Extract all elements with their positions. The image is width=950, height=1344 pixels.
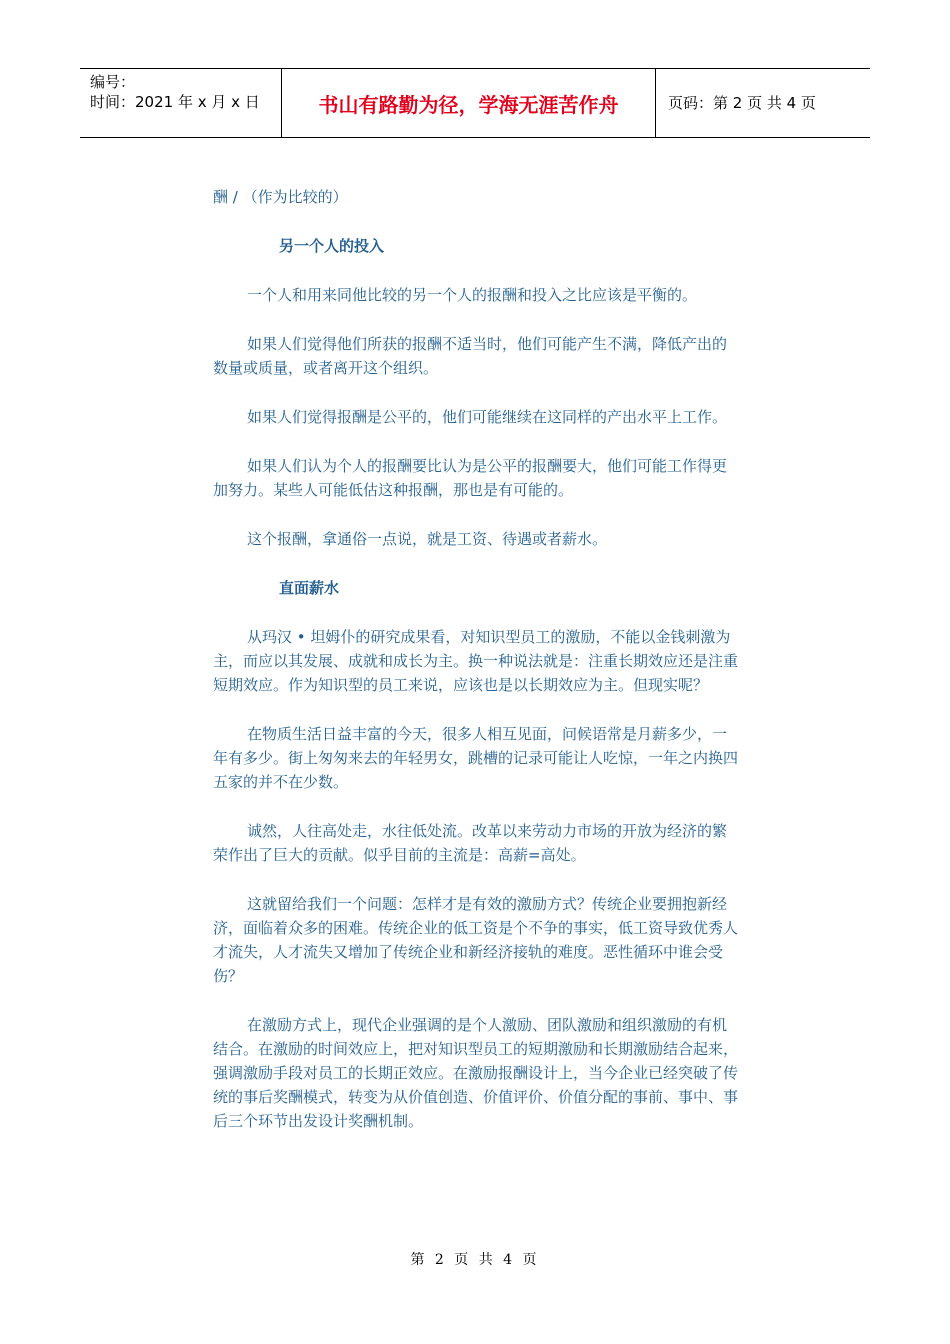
paragraph: 如果人们认为个人的报酬要比认为是公平的报酬要大，他们可能工作得更加努力。某些人可能低估这种报酬，那也是有可能的。 [213, 457, 728, 499]
page-label: 页码：第 2 页 共 4 页 [668, 94, 816, 112]
header-page-cell [656, 69, 870, 137]
paragraph: 从玛汉 • 坦姆仆的研究成果看，对知识型员工的激励，不能以金钱刺激为主，而应以其发展、成就和成长为主。换一种说法就是：注重长期效应还是注重短期效应。作为知识型的员工来说，应该也是以长期效应为主。但现实呢？ [213, 628, 739, 694]
page-footer: 第 2 页 共 4 页 [410, 1252, 540, 1268]
number-label: 编号： [90, 73, 136, 91]
section-heading: 另一个人的投入 [279, 237, 385, 255]
paragraph: 这个报酬，拿通俗一点说，就是工资、待遇或者薪水。 [247, 530, 608, 548]
section-heading: 直面薪水 [279, 579, 340, 597]
paragraph: 一个人和用来同他比较的另一个人的报酬和投入之比应该是平衡的。 [247, 286, 698, 304]
header-info-cell [80, 69, 282, 137]
paragraph: 如果人们觉得他们所获的报酬不适当时，他们可能产生不满，降低产出的数量或质量，或者离开这个组织。 [213, 335, 728, 377]
fragment-line: 酬 / （作为比较的） [213, 188, 348, 206]
paragraph: 这就留给我们一个问题：怎样才是有效的激励方式？传统企业要拥抱新经济，面临着众多的困难。传统企业的低工资是个不争的事实，低工资导致优秀人才流失，人才流失又增加了传统企业和新经济接轨的难度。恶性循环中谁会受伤？ [213, 895, 739, 985]
paragraph: 诚然，人往高处走，水往低处流。改革以来劳动力市场的开放为经济的繁荣作出了巨大的贡献。似乎目前的主流是：高薪=高处。 [213, 822, 728, 864]
paragraph: 在激励方式上，现代企业强调的是个人激励、团队激励和组织激励的有机结合。在激励的时间效应上，把对知识型员工的短期激励和长期激励结合起来，强调激励手段对员工的长期正效应。在激励报酬设计上，当今企业已经突破了传统的事后奖酬模式，转变为从价值创造、价值评价、价值分配的事前、事中、事后三个环节出发设计奖酬机制。 [213, 1016, 739, 1130]
document-body [213, 185, 738, 1158]
header-motto-cell [282, 69, 656, 137]
motto-text: 书山有路勤为径，学海无涯苦作舟 [318, 93, 619, 117]
document-header [80, 68, 870, 138]
time-label: 时间：2021 年 x 月 x 日 [90, 93, 260, 111]
paragraph: 在物质生活日益丰富的今天，很多人相互见面，问候语常是月薪多少，一年有多少。街上匆匆来去的年轻男女，跳槽的记录可能让人吃惊，一年之内换四五家的并不在少数。 [213, 725, 739, 791]
paragraph: 如果人们觉得报酬是公平的，他们可能继续在这同样的产出水平上工作。 [247, 408, 728, 426]
